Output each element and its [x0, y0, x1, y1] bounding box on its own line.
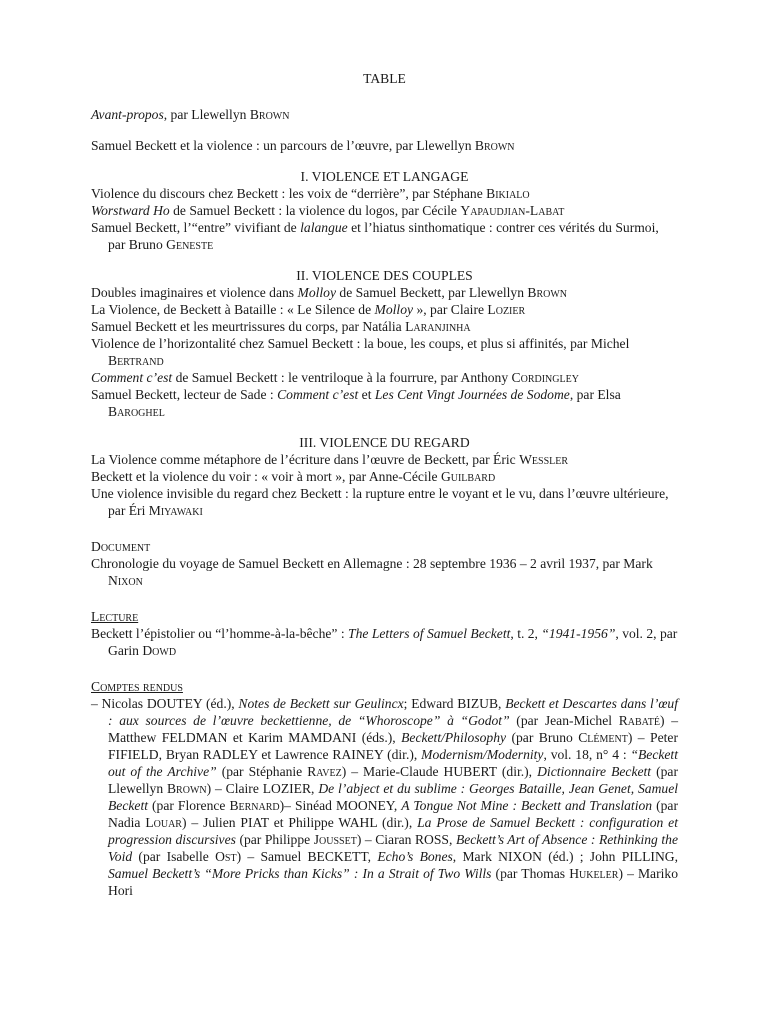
comptes-rendus-section	[91, 678, 678, 899]
toc-entry: Comment c’est de Samuel Beckett : le ventriloque à la fourrure, par Anthony Cordingley	[91, 370, 579, 385]
section-heading: III. VIOLENCE DU REGARD	[299, 435, 470, 450]
intro-foreword	[91, 106, 678, 123]
section-heading: II. VIOLENCE DES COUPLES	[296, 268, 473, 283]
section-violence-couples	[91, 267, 678, 420]
page-title: TABLE	[363, 71, 406, 86]
toc-entry: Avant-propos, par Llewellyn Brown	[91, 107, 290, 122]
toc-entry: Doubles imaginaires et violence dans Molloy de Samuel Beckett, par Llewellyn Brown	[91, 285, 568, 300]
toc-entry: Samuel Beckett et les meurtrissures du corps, par Natália Laranjinha	[91, 319, 471, 334]
toc-entry: La Violence comme métaphore de l’écriture dans l’œuvre de Beckett, par Éric Wessler	[91, 452, 569, 467]
toc-entry: Une violence invisible du regard chez Beckett : la rupture entre le voyant et le vu, dans l’œuvre ultérieure, par Éri Miyawaki	[91, 486, 669, 518]
lecture-label: Lecture	[91, 609, 139, 624]
toc-entry: Samuel Beckett, lecteur de Sade : Comment c’est et Les Cent Vingt Journées de Sodome, par Elsa Baroghel	[91, 387, 621, 419]
toc-entry: Violence du discours chez Beckett : les voix de “derrière”, par Stéphane Bikialo	[91, 186, 530, 201]
document-label: Document	[91, 539, 151, 554]
toc-entry: La Violence, de Beckett à Bataille : « Le Silence de Molloy », par Claire Lozier	[91, 302, 526, 317]
toc-entry: Worstward Ho de Samuel Beckett : la violence du logos, par Cécile Yapaudjian-Labat	[91, 203, 565, 218]
toc-entry: Samuel Beckett et la violence : un parcours de l’œuvre, par Llewellyn Brown	[91, 138, 515, 153]
toc-entry: Violence de l’horizontalité chez Samuel Beckett : la boue, les coups, et plus si affinités, par Michel Bertrand	[91, 336, 630, 368]
section-violence-regard	[91, 434, 678, 519]
lecture-section	[91, 608, 678, 659]
reviews-paragraph: – Nicolas DOUTEY (éd.), Notes de Beckett sur Geulincx; Edward BIZUB, Beckett et Descartes dans l’œuf : aux sources de l’œuvre beckettienne, de “Whoroscope” à “Godot” (par Jean-Michel Rabaté) – Matthew FELDMAN et Karim MAMDANI (éds.), Beckett/Philosophy (par Bruno Clément) – Peter FIFIELD, Bryan RADLEY et Lawrence RAINEY (dir.), Modernism/Modernity, vol. 18, n° 4 : “Beckett out of the Archive” (par Stéphanie Ravez) – Marie-Claude HUBERT (dir.), Dictionnaire Beckett (par Llewellyn Brown) – Claire LOZIER, De l’abject et du sublime : Georges Bataille, Jean Genet, Samuel Beckett (par Florence Bernard)– Sinéad MOONEY, A Tongue Not Mine : Beckett and Translation (par Nadia Louar) – Julien PIAT et Philippe WAHL (dir.), La Prose de Samuel Beckett : configuration et progression discursives (par Philippe Jousset) – Ciaran ROSS, Beckett’s Art of Absence : Rethinking the Void (par Isabelle Ost) – Samuel BECKETT, Echo’s Bones, Mark NIXON (éd.) ; John PILLING, Samuel Beckett’s “More Pricks than Kicks” : In a Strait of Two Wills (par Thomas Hukeler) – Mariko Hori	[91, 696, 679, 898]
toc-entry: Samuel Beckett, l’“entre” vivifiant de lalangue et l’hiatus sinthomatique : contrer ces vérités du Surmoi, par Bruno Geneste	[91, 220, 659, 252]
toc-entry: Beckett l’épistolier ou “l’homme-à-la-bêche” : The Letters of Samuel Beckett, t. 2, “1941-1956”, vol. 2, par Garin Dowd	[91, 626, 678, 658]
section-violence-langage	[91, 168, 678, 253]
comptes-rendus-label: Comptes rendus	[91, 679, 183, 694]
toc-entry: Beckett et la violence du voir : « voir à mort », par Anne-Cécile Guilbard	[91, 469, 496, 484]
document-section	[91, 538, 678, 589]
section-heading: I. VIOLENCE ET LANGAGE	[300, 169, 469, 184]
toc-entry: Chronologie du voyage de Samuel Beckett en Allemagne : 28 septembre 1936 – 2 avril 1937, par Mark Nixon	[91, 556, 653, 588]
intro-essay	[91, 137, 678, 154]
